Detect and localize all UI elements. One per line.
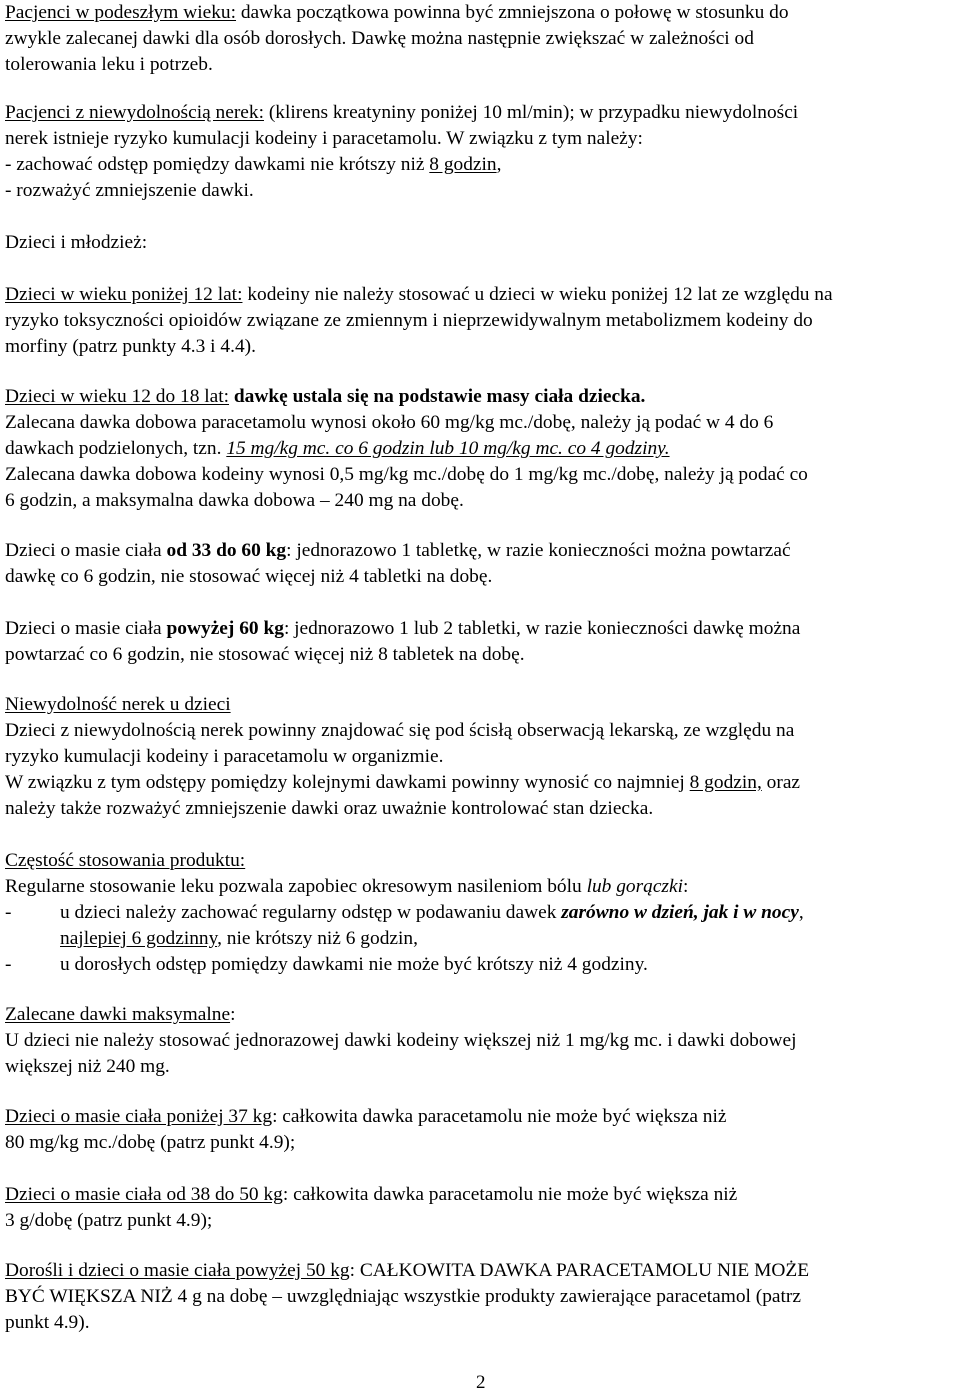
- mass60plus-line-2: powtarzać co 6 godzin, nie stosować więcej niż 8 tabletek na dobę.: [5, 644, 525, 665]
- max-doses-colon: :: [230, 1004, 236, 1025]
- bullet-1-underlined: najlepiej 6 godzinny: [60, 928, 218, 949]
- age12to18-heading: Dzieci w wieku 12 do 18 lat:: [5, 386, 230, 407]
- mass38to50-line-2: 3 g/dobę (patrz punkt 4.9);: [5, 1210, 213, 1231]
- frequency-colon: :: [682, 876, 689, 897]
- under12-line-1: [5, 282, 833, 308]
- elderly-line-3: tolerowania leku i potrzeb.: [5, 54, 213, 75]
- mass60plus-text: : jednorazowo 1 lub 2 tabletki, w razie konieczności dawkę można: [283, 618, 801, 639]
- mass38to50-text: : całkowita dawka paracetamolu nie może być większa niż: [282, 1184, 738, 1205]
- age12to18-line-5: 6 godzin, a maksymalna dawka dobowa – 240 mg na dobę.: [5, 490, 464, 511]
- max-doses-line-2: większej niż 240 mg.: [5, 1056, 170, 1077]
- renal-interval-text: - zachować odstęp pomiędzy dawkami nie krótszy niż: [5, 154, 430, 175]
- renal-line-3: [5, 152, 501, 178]
- under12-text: kodeiny nie należy stosować u dzieci w wieku poniżej 12 lat ze względu na: [242, 284, 833, 305]
- renal-line-2: nerek istnieje ryzyko kumulacji kodeiny i paracetamolu. W związku z tym należy:: [5, 128, 643, 149]
- max-doses-line-1: U dzieci nie należy stosować jednorazowej dawki kodeiny większej niż 1 mg/kg mc. i dawki dobowej: [5, 1030, 797, 1051]
- age12to18-line-1: [5, 384, 645, 410]
- renal-children-line-4: należy także rozważyć zmniejszenie dawki oraz uważnie kontrolować stan dziecka.: [5, 798, 654, 819]
- mass38to50-heading: Dzieci o masie ciała od 38 do 50 kg: [5, 1184, 283, 1205]
- mass33to60-prefix: Dzieci o masie ciała: [5, 540, 167, 561]
- age12to18-divided: dawkach podzielonych, tzn.: [5, 438, 227, 459]
- renal-children-line-2: ryzyko kumulacji kodeiny i paracetamolu w organizmie.: [5, 746, 444, 767]
- bullet-2-text: u dorosłych odstęp pomiędzy dawkami nie może być krótszy niż 4 godziny.: [60, 954, 648, 975]
- renal-heading: Pacjenci z niewydolnością nerek:: [5, 102, 264, 123]
- elderly-text: dawka początkowa powinna być zmniejszona o połowę w stosunku do: [236, 2, 789, 23]
- frequency-heading: Częstość stosowania produktu:: [5, 850, 246, 871]
- max-doses-heading: Zalecane dawki maksymalne: [5, 1004, 231, 1025]
- renal-text: (klirens kreatyniny poniżej 10 ml/min); w przypadku niewydolności: [263, 102, 799, 123]
- bullet-1-rest: , nie krótszy niż 6 godzin,: [217, 928, 418, 949]
- renal-line-1: [5, 100, 798, 126]
- elderly-line-2: zwykle zalecanej dawki dla osób dorosłych. Dawkę można następnie zwiększać w zależności od: [5, 28, 754, 49]
- mass33to60-text: : jednorazowo 1 tabletkę, w razie konieczności można powtarzać: [286, 540, 791, 561]
- age12to18-line-2: Zalecana dawka dobowa paracetamolu wynosi około 60 mg/kg mc./dobę, należy ją podać w 4 do 6: [5, 412, 774, 433]
- under12-heading: Dzieci w wieku poniżej 12 lat:: [5, 284, 243, 305]
- mass38to50-line-1: [5, 1182, 737, 1208]
- adults-line-3: punkt 4.9).: [5, 1312, 90, 1333]
- mass33to60-line-1: [5, 538, 791, 564]
- bullet-dash: -: [5, 902, 12, 923]
- mass60plus-line-1: [5, 616, 800, 642]
- renal-children-line-1: Dzieci z niewydolnością nerek powinny znajdować się pod ścisłą obserwacją lekarską, ze względu na: [5, 720, 795, 741]
- elderly-heading: Pacjenci w podeszłym wieku:: [5, 2, 237, 23]
- frequency-bullet-1-line-2: [5, 926, 418, 952]
- age12to18-line-4: Zalecana dawka dobowa kodeiny wynosi 0,5 mg/kg mc./dobę do 1 mg/kg mc./dobę, należy ją podać co: [5, 464, 808, 485]
- under37-heading: Dzieci o masie ciała poniżej 37 kg: [5, 1106, 273, 1127]
- renal-children-oraz: oraz: [761, 772, 801, 793]
- renal-line-4: - rozważyć zmniejszenie dawki.: [5, 180, 254, 201]
- elderly-line-1: [5, 0, 789, 26]
- bullet-1-text: u dzieci należy zachować regularny odstęp w podawaniu dawek: [60, 902, 562, 923]
- renal-children-hours: 8 godzin,: [689, 772, 762, 793]
- renal-children-heading: Niewydolność nerek u dzieci: [5, 694, 231, 715]
- children-heading: Dzieci i młodzież:: [5, 232, 148, 253]
- under12-line-2: ryzyko toksyczności opioidów związane ze zmiennym i nieprzewidywalnym metabolizmem kodeiny do: [5, 310, 813, 331]
- under37-text: : całkowita dawka paracetamolu nie może być większa niż: [272, 1106, 727, 1127]
- under37-line-1: [5, 1104, 726, 1130]
- under37-line-2: 80 mg/kg mc./dobę (patrz punkt 4.9);: [5, 1132, 296, 1153]
- age12to18-dose-italic: 15 mg/kg mc. co 6 godzin lub 10 mg/kg mc. co 4 godziny.: [226, 438, 670, 459]
- renal-children-line-3: [5, 770, 800, 796]
- mass60plus-prefix: Dzieci o masie ciała: [5, 618, 167, 639]
- age12to18-line-3: [5, 436, 670, 462]
- frequency-fever-italic: lub gorączki: [586, 876, 683, 897]
- mass33to60-line-2: dawkę co 6 godzin, nie stosować więcej niż 4 tabletki na dobę.: [5, 566, 493, 587]
- adults-line-2: BYĆ WIĘKSZA NIŻ 4 g na dobę – uwzględniając wszystkie produkty zawierające paracetamol (patrz: [5, 1286, 801, 1307]
- adults-text: : CAŁKOWITA DAWKA PARACETAMOLU NIE MOŻE: [349, 1260, 810, 1281]
- under12-line-3: morfiny (patrz punkty 4.3 i 4.4).: [5, 336, 256, 357]
- renal-interval-comma: ,: [496, 154, 502, 175]
- max-doses-heading-line: [5, 1002, 235, 1028]
- mass60plus-bold: powyżej 60 kg: [166, 618, 284, 639]
- bullet-dash: -: [5, 954, 12, 975]
- frequency-bullet-1: [5, 900, 804, 926]
- bullet-1-bold-italic: zarówno w dzień, jak i w nocy: [561, 902, 799, 923]
- renal-children-interval: W związku z tym odstępy pomiędzy kolejnymi dawkami powinny wynosić co najmniej: [5, 772, 690, 793]
- mass33to60-bold: od 33 do 60 kg: [166, 540, 287, 561]
- renal-interval-hours: 8 godzin: [429, 154, 497, 175]
- adults-heading: Dorośli i dzieci o masie ciała powyżej 50 kg: [5, 1260, 350, 1281]
- adults-line-1: [5, 1258, 809, 1284]
- frequency-line-1: [5, 874, 688, 900]
- page-number: 2: [476, 1372, 486, 1393]
- age12to18-bold: dawkę ustala się na podstawie masy ciała dziecka.: [233, 386, 646, 407]
- bullet-1-comma: ,: [798, 902, 804, 923]
- frequency-bullet-2: [5, 952, 648, 978]
- frequency-text: Regularne stosowanie leku pozwala zapobiec okresowym nasileniom bólu: [5, 876, 587, 897]
